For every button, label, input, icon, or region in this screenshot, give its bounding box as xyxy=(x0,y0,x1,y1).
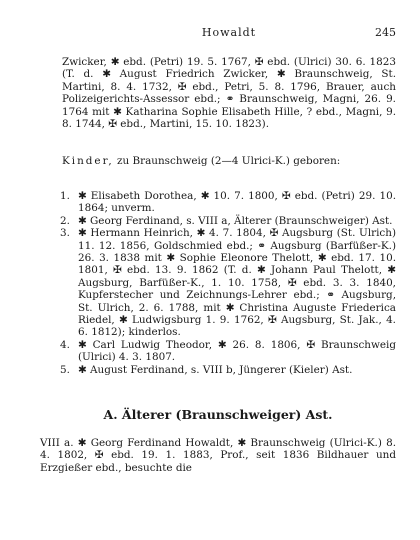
child-item xyxy=(60,364,396,376)
child-item xyxy=(60,190,396,215)
children-heading-text: zu Braunschweig (2—4 Ulrici-K.) geboren: xyxy=(113,155,341,167)
child-text: ✱ August Ferdinand, s. VIII b, Jüngerer (Kieler) Ast. xyxy=(78,363,353,376)
child-text: ✱ Carl Ludwig Theodor, ✱ 26. 8. 1806, ✠ Braunschweig (Ulrici) 4. 3. 1807. xyxy=(78,338,396,364)
child-item xyxy=(60,215,396,227)
child-item xyxy=(60,227,396,339)
child-text: ✱ Hermann Heinrich, ✱ 4. 7. 1804, ✠ Augsburg (St. Ulrich) 11. 12. 1856, Goldschmied ebd.; ⚭ Augsburg (Barfüßer-K.) 26. 3. 1838 mit ✱ Sophie Eleonore Thelott, ✱ ebd. 17. 10. 1801, ✠ ebd. 13. 9. 1862 (T. d. ✱ Johann Paul Thelott, ✱ Augsburg, Barfüßer-K., 1. 10. 1758, ✠ ebd. 3. 3. 1840, Kupferstecher und Zeichnungs-Lehrer ebd.; ⚭ Augsburg, St. Ulrich, 2. 6. 1788, mit ✱ Christina Auguste Friederica Riedel, ✱ Ludwigsburg 1. 9. 1762, ✠ Augsburg, St. Jak., 4. 6. 1812); kinderlos. xyxy=(78,227,396,339)
child-text: ✱ Georg Ferdinand, s. VIII a, Älterer (Braunschweiger) Ast. xyxy=(78,214,393,227)
page-header xyxy=(62,26,396,42)
entry-text: ✱ Georg Ferdinand Howaldt, ✱ Braunschweig (Ulrici-K.) 8. 4. 1802, ✠ ebd. 19. 1. 1883, Prof., seit 1836 Bildhauer und Erzgießer ebd., besuchte die xyxy=(40,437,396,474)
children-heading-label: Kinder, xyxy=(62,155,114,167)
running-head: Howaldt xyxy=(201,26,257,39)
children-list xyxy=(60,190,396,376)
child-number: 1. xyxy=(60,190,70,202)
child-number: 3. xyxy=(60,227,70,240)
child-text: ✱ Elisabeth Dorothea, ✱ 10. 7. 1800, ✠ ebd. (Petri) 29. 10. 1864; unverm. xyxy=(78,190,396,215)
entry-id: VIII a. xyxy=(40,437,74,449)
section-heading: A. Älterer (Braunschweiger) Ast. xyxy=(103,407,333,422)
page-number: 245 xyxy=(375,26,396,39)
genealogy-entry xyxy=(40,437,396,474)
child-number: 2. xyxy=(60,214,70,227)
continuation-paragraph: Zwicker, ✱ ebd. (Petri) 19. 5. 1767, ✠ ebd. (Ulrici) 30. 6. 1823 (T. d. ✱ August Friedrich Zwicker, ✱ Braunschweig, St. Martini, 8. 4. 1732, ✠ ebd., Petri, 5. 8. 1796, Brauer, auch Polizeigerichts-Assessor ebd.; ⚭ Braunschweig, Magni, 26. 9. 1764 mit ✱ Katharina Sophie Elisabeth Hille, ? ebd., Magni, 9. 8. 1744, ✠ ebd., Martini, 15. 10. 1823). xyxy=(62,56,396,131)
child-item xyxy=(60,339,396,364)
children-heading xyxy=(62,155,396,167)
child-number: 4. xyxy=(60,338,70,351)
child-number: 5. xyxy=(60,363,70,376)
